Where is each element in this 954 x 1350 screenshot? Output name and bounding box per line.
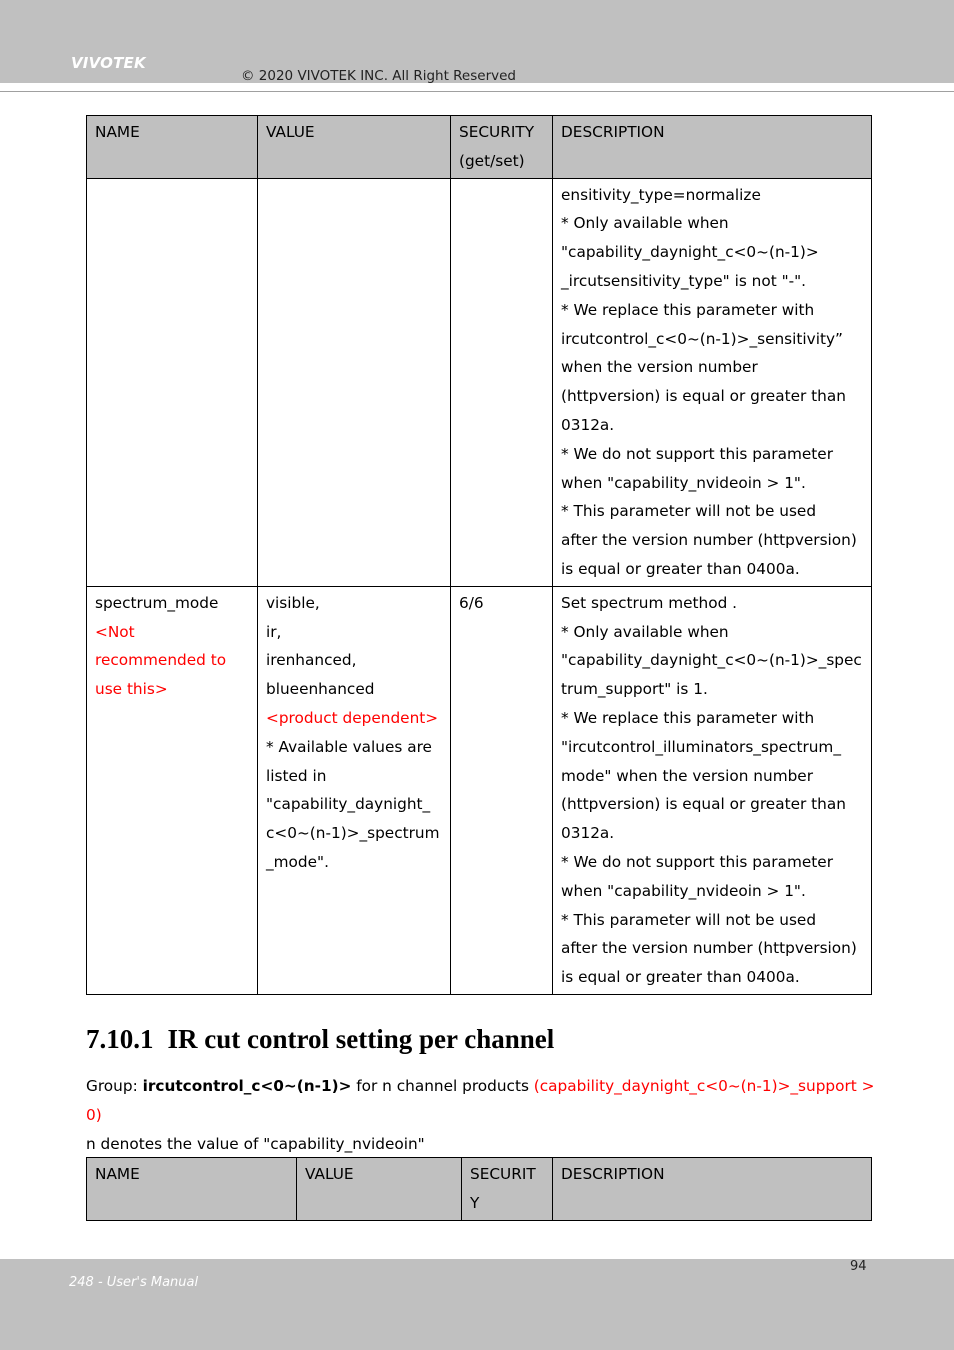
desc-line: ircutcontrol_c<0~(n-1)>_sensitivity” xyxy=(561,329,843,348)
desc-line: ensitivity_type=normalize xyxy=(561,185,761,204)
cell-security: 6/6 xyxy=(451,586,553,994)
group-name: ircutcontrol_c<0~(n-1)> xyxy=(142,1077,352,1095)
cell-name xyxy=(87,178,258,586)
value-option: blueenhanced xyxy=(266,680,375,699)
desc-line: mode" when the version number xyxy=(561,766,814,785)
manual-label: 248 - User's Manual xyxy=(69,1275,199,1290)
header-description: DESCRIPTION xyxy=(553,116,872,179)
desc-line: * Only available when xyxy=(561,622,729,641)
table-row xyxy=(87,586,872,994)
header-divider xyxy=(0,91,954,92)
desc-line: "ircutcontrol_illuminators_spectrum_ xyxy=(561,737,841,756)
cell-value xyxy=(258,586,451,994)
value-extra: _mode". xyxy=(266,852,329,871)
desc-line: * Only available when xyxy=(561,214,729,233)
desc-line: _ircutsensitivity_type" is not "-". xyxy=(561,271,807,290)
copyright-text: © 2020 VIVOTEK INC. All Right Reserved xyxy=(241,68,516,84)
footer-bar xyxy=(0,1259,954,1350)
n-denotes-text: n denotes the value of "capability_nvideoin" xyxy=(86,1134,425,1153)
desc-line: when "capability_nvideoin > 1". xyxy=(561,473,806,492)
section-number: 7.10.1 xyxy=(86,1024,154,1054)
param-note: <Not xyxy=(95,622,135,641)
group-description xyxy=(86,1072,876,1158)
value-extra: * Available values are xyxy=(266,737,432,756)
header-description: DESCRIPTION xyxy=(553,1158,872,1221)
value-extra: "capability_daynight_ xyxy=(266,795,431,814)
desc-line: * We do not support this parameter xyxy=(561,852,833,871)
cell-description xyxy=(553,178,872,586)
desc-line: 0312a. xyxy=(561,415,615,434)
ircut-parameter-table xyxy=(86,1157,872,1221)
desc-line: * We replace this parameter with xyxy=(561,708,815,727)
desc-line: trum_support" is 1. xyxy=(561,680,708,699)
desc-line: "capability_daynight_c<0~(n-1)>_spec xyxy=(561,651,862,670)
cell-security xyxy=(451,178,553,586)
header-security-line1: SECURIT xyxy=(470,1165,536,1183)
value-note: <product dependent> xyxy=(266,708,439,727)
group-condition: (capability_daynight_c<0~(n-1)>_support > xyxy=(533,1077,875,1095)
desc-line: after the version number (httpversion) xyxy=(561,939,857,958)
value-option: ir, xyxy=(266,622,282,641)
param-note: use this> xyxy=(95,680,168,699)
header-security-line1: SECURITY xyxy=(459,123,535,141)
header-name: NAME xyxy=(87,116,258,179)
desc-line: after the version number (httpversion) xyxy=(561,531,857,550)
cell-name xyxy=(87,586,258,994)
section-heading xyxy=(86,1024,554,1055)
table-row xyxy=(87,178,872,586)
header-security xyxy=(451,116,553,179)
header-security xyxy=(462,1158,553,1221)
page-number: 94 xyxy=(850,1259,867,1274)
desc-line: when the version number xyxy=(561,358,758,377)
desc-line: (httpversion) is equal or greater than xyxy=(561,795,846,814)
desc-line: * We do not support this parameter xyxy=(561,444,833,463)
cell-value xyxy=(258,178,451,586)
value-option: visible, xyxy=(266,593,320,612)
desc-line: is equal or greater than 0400a. xyxy=(561,968,800,987)
value-extra: c<0~(n-1)>_spectrum xyxy=(266,824,440,843)
desc-line: (httpversion) is equal or greater than xyxy=(561,387,846,406)
cell-description xyxy=(553,586,872,994)
desc-line: "capability_daynight_c<0~(n-1)> xyxy=(561,243,819,262)
header-security-line2: (get/set) xyxy=(459,151,525,170)
header-value: VALUE xyxy=(297,1158,462,1221)
param-note: recommended to xyxy=(95,651,227,670)
param-name: spectrum_mode xyxy=(95,593,219,612)
group-mid: for n channel products xyxy=(351,1077,534,1095)
header-value: VALUE xyxy=(258,116,451,179)
value-extra: listed in xyxy=(266,766,327,785)
desc-line: * This parameter will not be used xyxy=(561,910,817,929)
desc-line: Set spectrum method . xyxy=(561,593,738,612)
desc-line: * This parameter will not be used xyxy=(561,502,817,521)
desc-line: * We replace this parameter with xyxy=(561,300,815,319)
group-condition-end: 0) xyxy=(86,1105,102,1124)
desc-line: 0312a. xyxy=(561,824,615,843)
section-title-text: IR cut control setting per channel xyxy=(167,1024,555,1054)
parameter-table xyxy=(86,115,872,995)
header-security-line2: Y xyxy=(470,1193,480,1212)
group-label: Group: xyxy=(86,1077,143,1095)
table-header-row xyxy=(87,1158,872,1221)
brand-logo: VIVOTEK xyxy=(71,54,146,72)
desc-line: is equal or greater than 0400a. xyxy=(561,559,800,578)
value-option: irenhanced, xyxy=(266,651,357,670)
desc-line: when "capability_nvideoin > 1". xyxy=(561,881,806,900)
header-name: NAME xyxy=(87,1158,297,1221)
table-header-row xyxy=(87,116,872,179)
